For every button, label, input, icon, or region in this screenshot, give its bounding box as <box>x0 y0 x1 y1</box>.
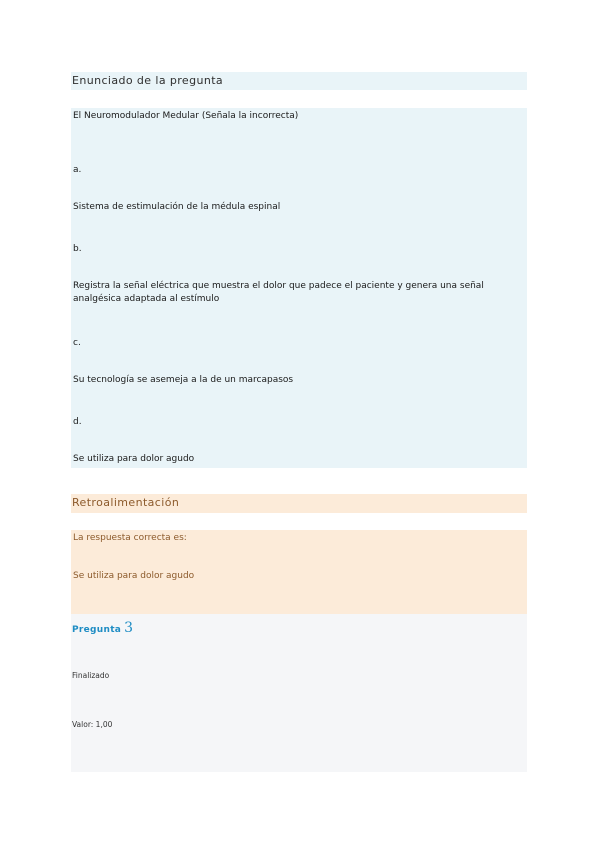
question-status: Finalizado <box>72 671 110 680</box>
question-value: Valor: 1,00 <box>72 720 113 729</box>
option-a-text: Sistema de estimulación de la médula espinal <box>73 202 281 212</box>
option-d-letter: d. <box>73 417 82 427</box>
question-number-heading <box>72 620 133 636</box>
feedback-title: Retroalimentación <box>72 496 180 509</box>
option-b-letter: b. <box>73 244 82 254</box>
feedback-intro: La respuesta correcta es: <box>73 533 187 543</box>
feedback-correct-answer: Se utiliza para dolor agudo <box>73 571 195 581</box>
question-statement-header <box>71 72 527 90</box>
question-label: Pregunta <box>72 625 122 635</box>
option-a-letter: a. <box>73 165 82 175</box>
option-d-text: Se utiliza para dolor agudo <box>73 454 195 464</box>
feedback-header <box>71 494 527 513</box>
option-b-text: Registra la señal eléctrica que muestra el dolor que padece el paciente y genera una señal analgésica adaptada al estímulo <box>73 281 484 304</box>
option-c-letter: c. <box>73 338 81 348</box>
option-c-text: Su tecnología se asemeja a la de un marcapasos <box>73 375 294 385</box>
question-text: El Neuromodulador Medular (Señala la incorrecta) <box>73 111 299 121</box>
question-number: 3 <box>124 620 134 636</box>
question-info-panel <box>71 614 527 772</box>
feedback-body <box>71 530 527 614</box>
question-statement-title: Enunciado de la pregunta <box>72 74 224 87</box>
question-body <box>71 108 527 468</box>
